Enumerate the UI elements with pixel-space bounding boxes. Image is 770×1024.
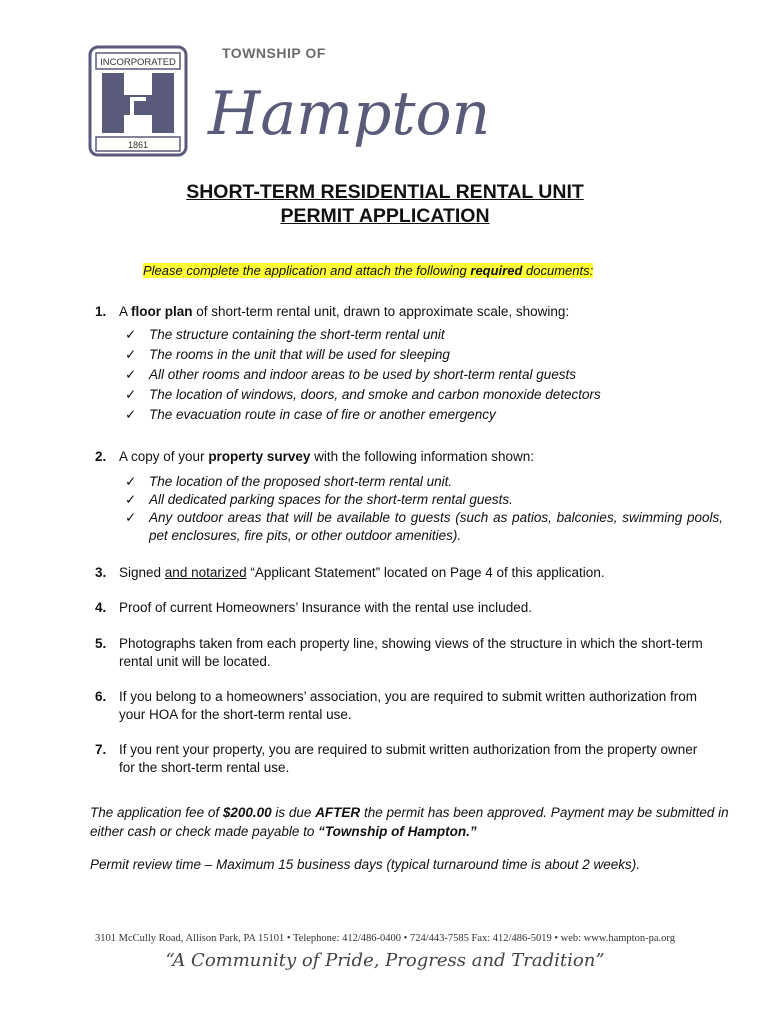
town-name: Hampton (208, 79, 491, 149)
list-item-4 (95, 599, 715, 617)
item-text: of short-term rental unit, drawn to approximate scale, showing: (192, 304, 570, 319)
item-number: 6. (95, 689, 107, 704)
township-seal-logo (88, 45, 188, 157)
sub-item-text: The structure containing the short-term rental unit (149, 327, 445, 342)
floor-plan-sublist (123, 325, 723, 425)
sub-item (123, 345, 723, 365)
footer-motto: “A Community of Pride, Progress and Tradition” (165, 950, 605, 971)
checkmark-icon: ✓ (125, 387, 137, 402)
sub-item-text: The location of the proposed short-term rental unit. (149, 474, 453, 489)
item-text: Signed (119, 565, 165, 580)
list-item-5 (95, 635, 715, 671)
fee-text: The application fee of (90, 805, 223, 820)
instruction-text (143, 263, 593, 278)
sub-item-text: Any outdoor areas that will be available to guests (such as patios, balconies, swimming pools, pet enclosures, fire pits, or other outdoor amenities). (149, 510, 723, 543)
checkmark-icon: ✓ (125, 347, 137, 362)
checkmark-icon: ✓ (125, 492, 137, 507)
sub-item (123, 473, 723, 491)
seal-top-text: INCORPORATED (100, 57, 176, 68)
list-item-7 (95, 741, 715, 777)
item-bold: property survey (208, 449, 311, 464)
title-line-1: SHORT-TERM RESIDENTIAL RENTAL UNIT (186, 181, 584, 203)
item-text: If you belong to a homeowners’ association, you are required to submit written authorization from your HOA for the short-term rental use. (119, 689, 698, 722)
checkmark-icon: ✓ (125, 367, 137, 382)
item-text: with the following information shown: (310, 449, 534, 464)
item-underline: and notarized (164, 565, 247, 580)
checkmark-icon: ✓ (125, 407, 137, 422)
item-number: 5. (95, 636, 107, 651)
item-number: 4. (95, 600, 107, 615)
item-text: “Applicant Statement” located on Page 4 of this application. (246, 565, 605, 580)
title-line-2: PERMIT APPLICATION (280, 205, 490, 227)
hampton-wordmark (204, 66, 491, 150)
sub-item-text: All other rooms and indoor areas to be used by short-term rental guests (149, 367, 576, 382)
checkmark-icon: ✓ (125, 327, 137, 342)
sub-item (123, 385, 723, 405)
sub-item-text: The location of windows, doors, and smoke and carbon monoxide detectors (149, 387, 601, 402)
instruction-required: required (470, 263, 523, 278)
township-of-label: TOWNSHIP OF (222, 45, 326, 61)
item-number: 1. (95, 304, 107, 319)
sub-item (123, 325, 723, 345)
list-item-1 (95, 303, 715, 321)
fee-text: is due (271, 805, 316, 820)
item-text: If you rent your property, you are required to submit written authorization from the property owner for the short-term rental use. (119, 742, 698, 775)
fee-payee: “Township of Hampton.” (318, 824, 477, 839)
list-item-6 (95, 688, 715, 724)
sub-item-text: All dedicated parking spaces for the short-term rental guests. (149, 492, 513, 507)
footer-address: 3101 McCully Road, Allison Park, PA 15101 • Telephone: 412/486-0400 • 724/443-7585 Fax: 412/486-5019 • web: www.hampton-pa.org (95, 933, 675, 944)
instruction-after: documents: (522, 263, 594, 278)
checkmark-icon: ✓ (125, 510, 137, 525)
sub-item-text: The evacuation route in case of fire or another emergency (149, 407, 496, 422)
item-text: Proof of current Homeowners’ Insurance with the rental use included. (119, 600, 532, 615)
fee-text: the permit has been approved. Payment may be submitted in either cash or check made payable to (90, 805, 729, 839)
application-fee-paragraph (90, 803, 730, 841)
sub-item (123, 365, 723, 385)
seal-year-text: 1861 (127, 140, 149, 150)
item-number: 2. (95, 449, 107, 464)
fee-after-word: AFTER (315, 805, 361, 820)
item-number: 3. (95, 565, 107, 580)
list-item-3 (95, 564, 715, 582)
item-text: A copy of your (119, 449, 209, 464)
property-survey-sublist (123, 473, 723, 545)
page-title (0, 180, 770, 228)
checkmark-icon: ✓ (125, 474, 137, 489)
item-bold: floor plan (131, 304, 193, 319)
list-item-2 (95, 448, 715, 466)
fee-amount: $200.00 (222, 805, 272, 820)
review-time-paragraph: Permit review time – Maximum 15 business days (typical turnaround time is about 2 weeks). (90, 857, 640, 872)
sub-item (123, 509, 723, 545)
item-text: Photographs taken from each property line, showing views of the structure in which the short-term rental unit will be located. (119, 636, 703, 669)
sub-item (123, 491, 723, 509)
instruction-before: Please complete the application and attach the following (143, 263, 471, 278)
item-text: A (119, 304, 132, 319)
item-number: 7. (95, 742, 107, 757)
sub-item-text: The rooms in the unit that will be used for sleeping (149, 347, 450, 362)
sub-item (123, 405, 723, 425)
